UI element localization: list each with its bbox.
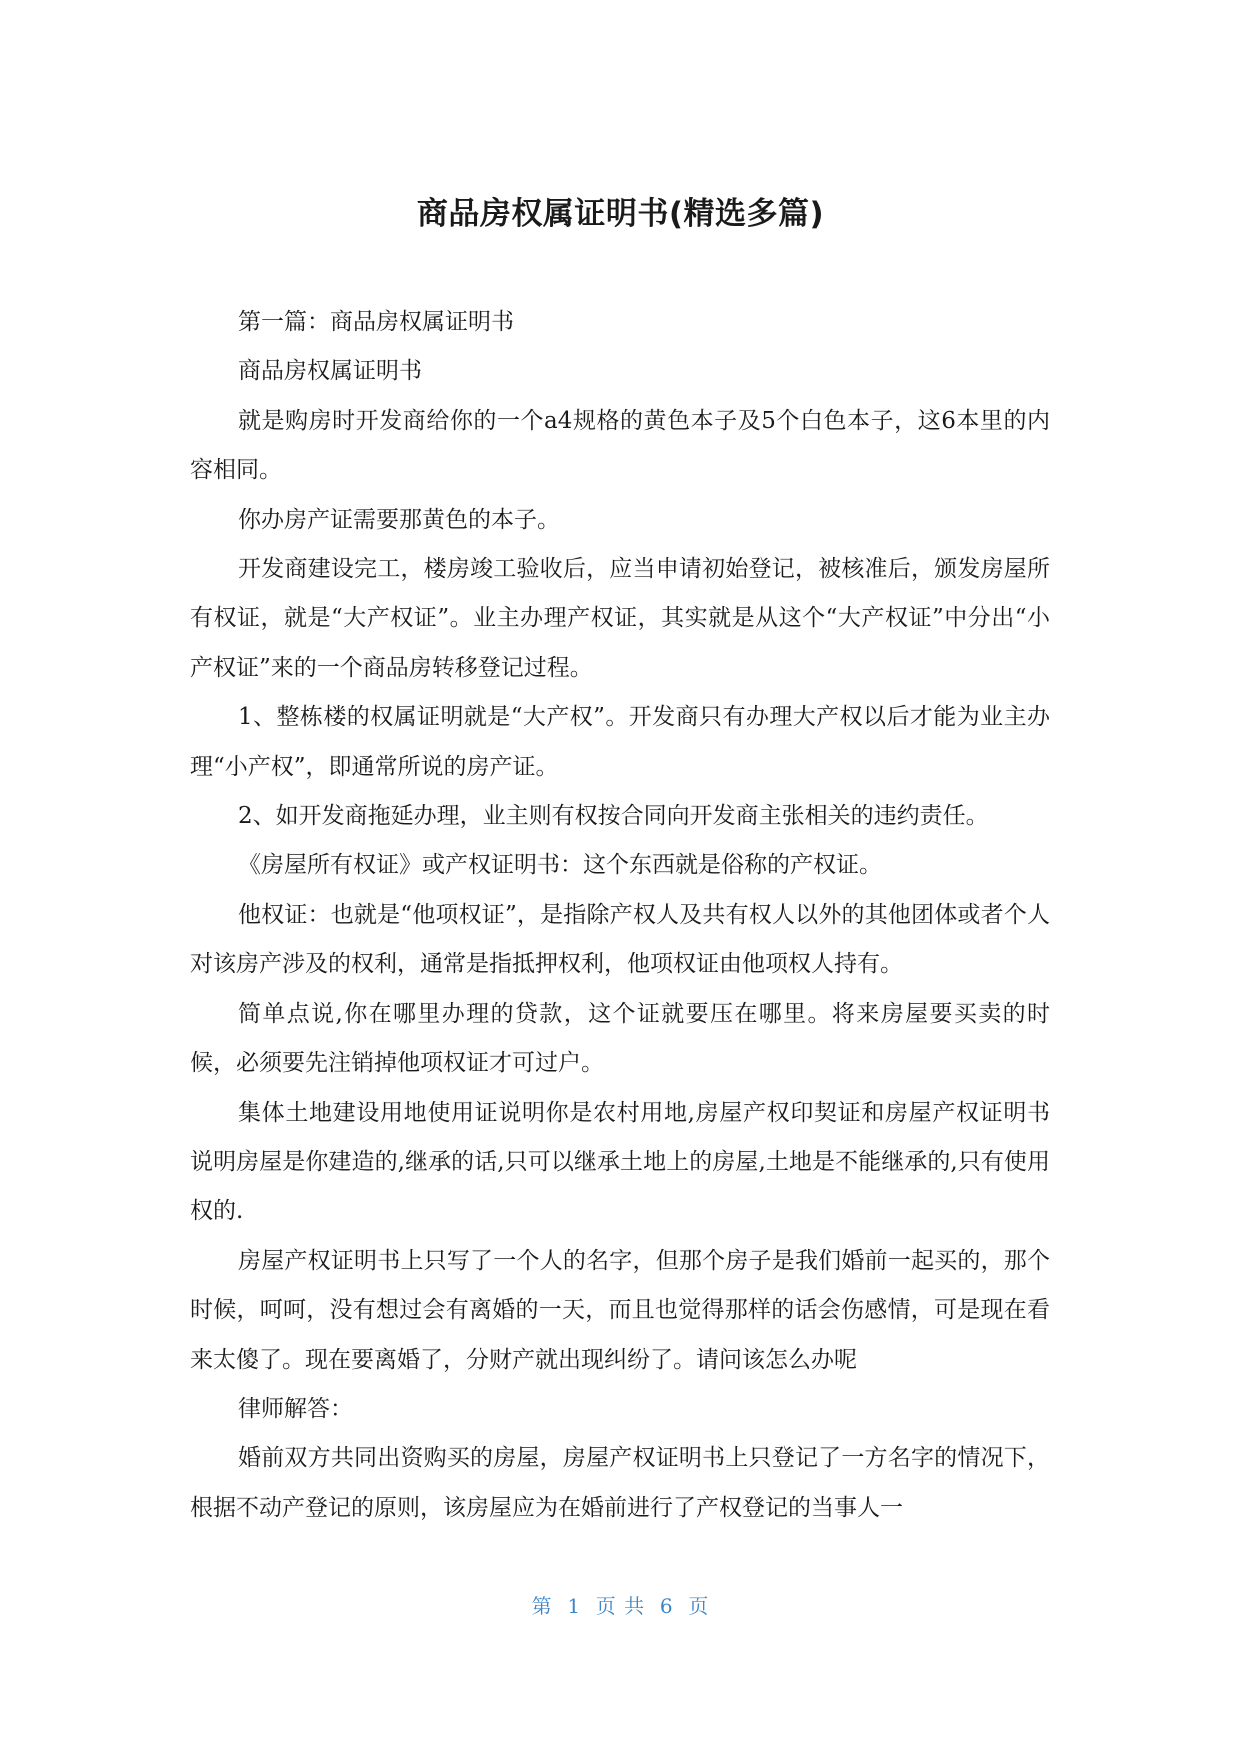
paragraph: 1、整栋楼的权属证明就是“大产权”。开发商只有办理大产权以后才能为业主办理“小产权”，即通常所说的房产证。 (190, 704, 1050, 780)
paragraph: 他权证：也就是“他项权证”，是指除产权人及共有权人以外的其他团体或者个人对该房产涉及的权利，通常是指抵押权利，他项权证由他项权人持有。 (190, 901, 1050, 978)
paragraph: 开发商建设完工，楼房竣工验收后，应当申请初始登记，被核准后，颁发房屋所有权证，就是“大产权证”。业主办理产权证，其实就是从这个“大产权证”中分出“小产权证”来的一个商品房转移登记过程。 (190, 556, 1050, 681)
paragraph: 第一篇：商品房权属证明书 (238, 309, 514, 335)
paragraph: 律师解答： (238, 1395, 353, 1422)
paragraph: 房屋产权证明书上只写了一个人的名字，但那个房子是我们婚前一起买的，那个时候，呵呵，没有想过会有离婚的一天，而且也觉得那样的话会伤感情，可是现在看来太傻了。现在要离婚了，分财产就出现纠纷了。请问该怎么办呢 (190, 1247, 1050, 1373)
paragraph: 就是购房时开发商给你的一个a4规格的黄色本子及5个白色本子，这6本里的内容相同。 (190, 407, 1050, 484)
document-title: 商品房权属证明书(精选多篇) (416, 196, 825, 232)
paragraph: 《房屋所有权证》或产权证明书：这个东西就是俗称的产权证。 (238, 852, 882, 879)
paragraph: 婚前双方共同出资购买的房屋，房屋产权证明书上只登记了一方名字的情况下，根据不动产登记的原则，该房屋应为在婚前进行了产权登记的当事人一 (190, 1445, 1050, 1521)
paragraph: 2、如开发商拖延办理，业主则有权按合同向开发商主张相关的违约责任。 (238, 803, 989, 830)
paragraph: 你办房产证需要那黄色的本子。 (238, 506, 560, 533)
page-number-footer: 第 1 页 共 6 页 (531, 1594, 710, 1618)
paragraph: 集体土地建设用地使用证说明你是农村用地,房屋产权印契证和房屋产权证明书说明房屋是你建造的,继承的话,只可以继承土地上的房屋,土地是不能继承的,只有使用权的. (190, 1099, 1050, 1225)
paragraph: 商品房权属证明书 (238, 358, 422, 385)
document-body (190, 298, 1050, 1533)
paragraph: 简单点说,你在哪里办理的贷款，这个证就要压在哪里。将来房屋要买卖的时候，必须要先注销掉他项权证才可过户。 (190, 1000, 1050, 1077)
